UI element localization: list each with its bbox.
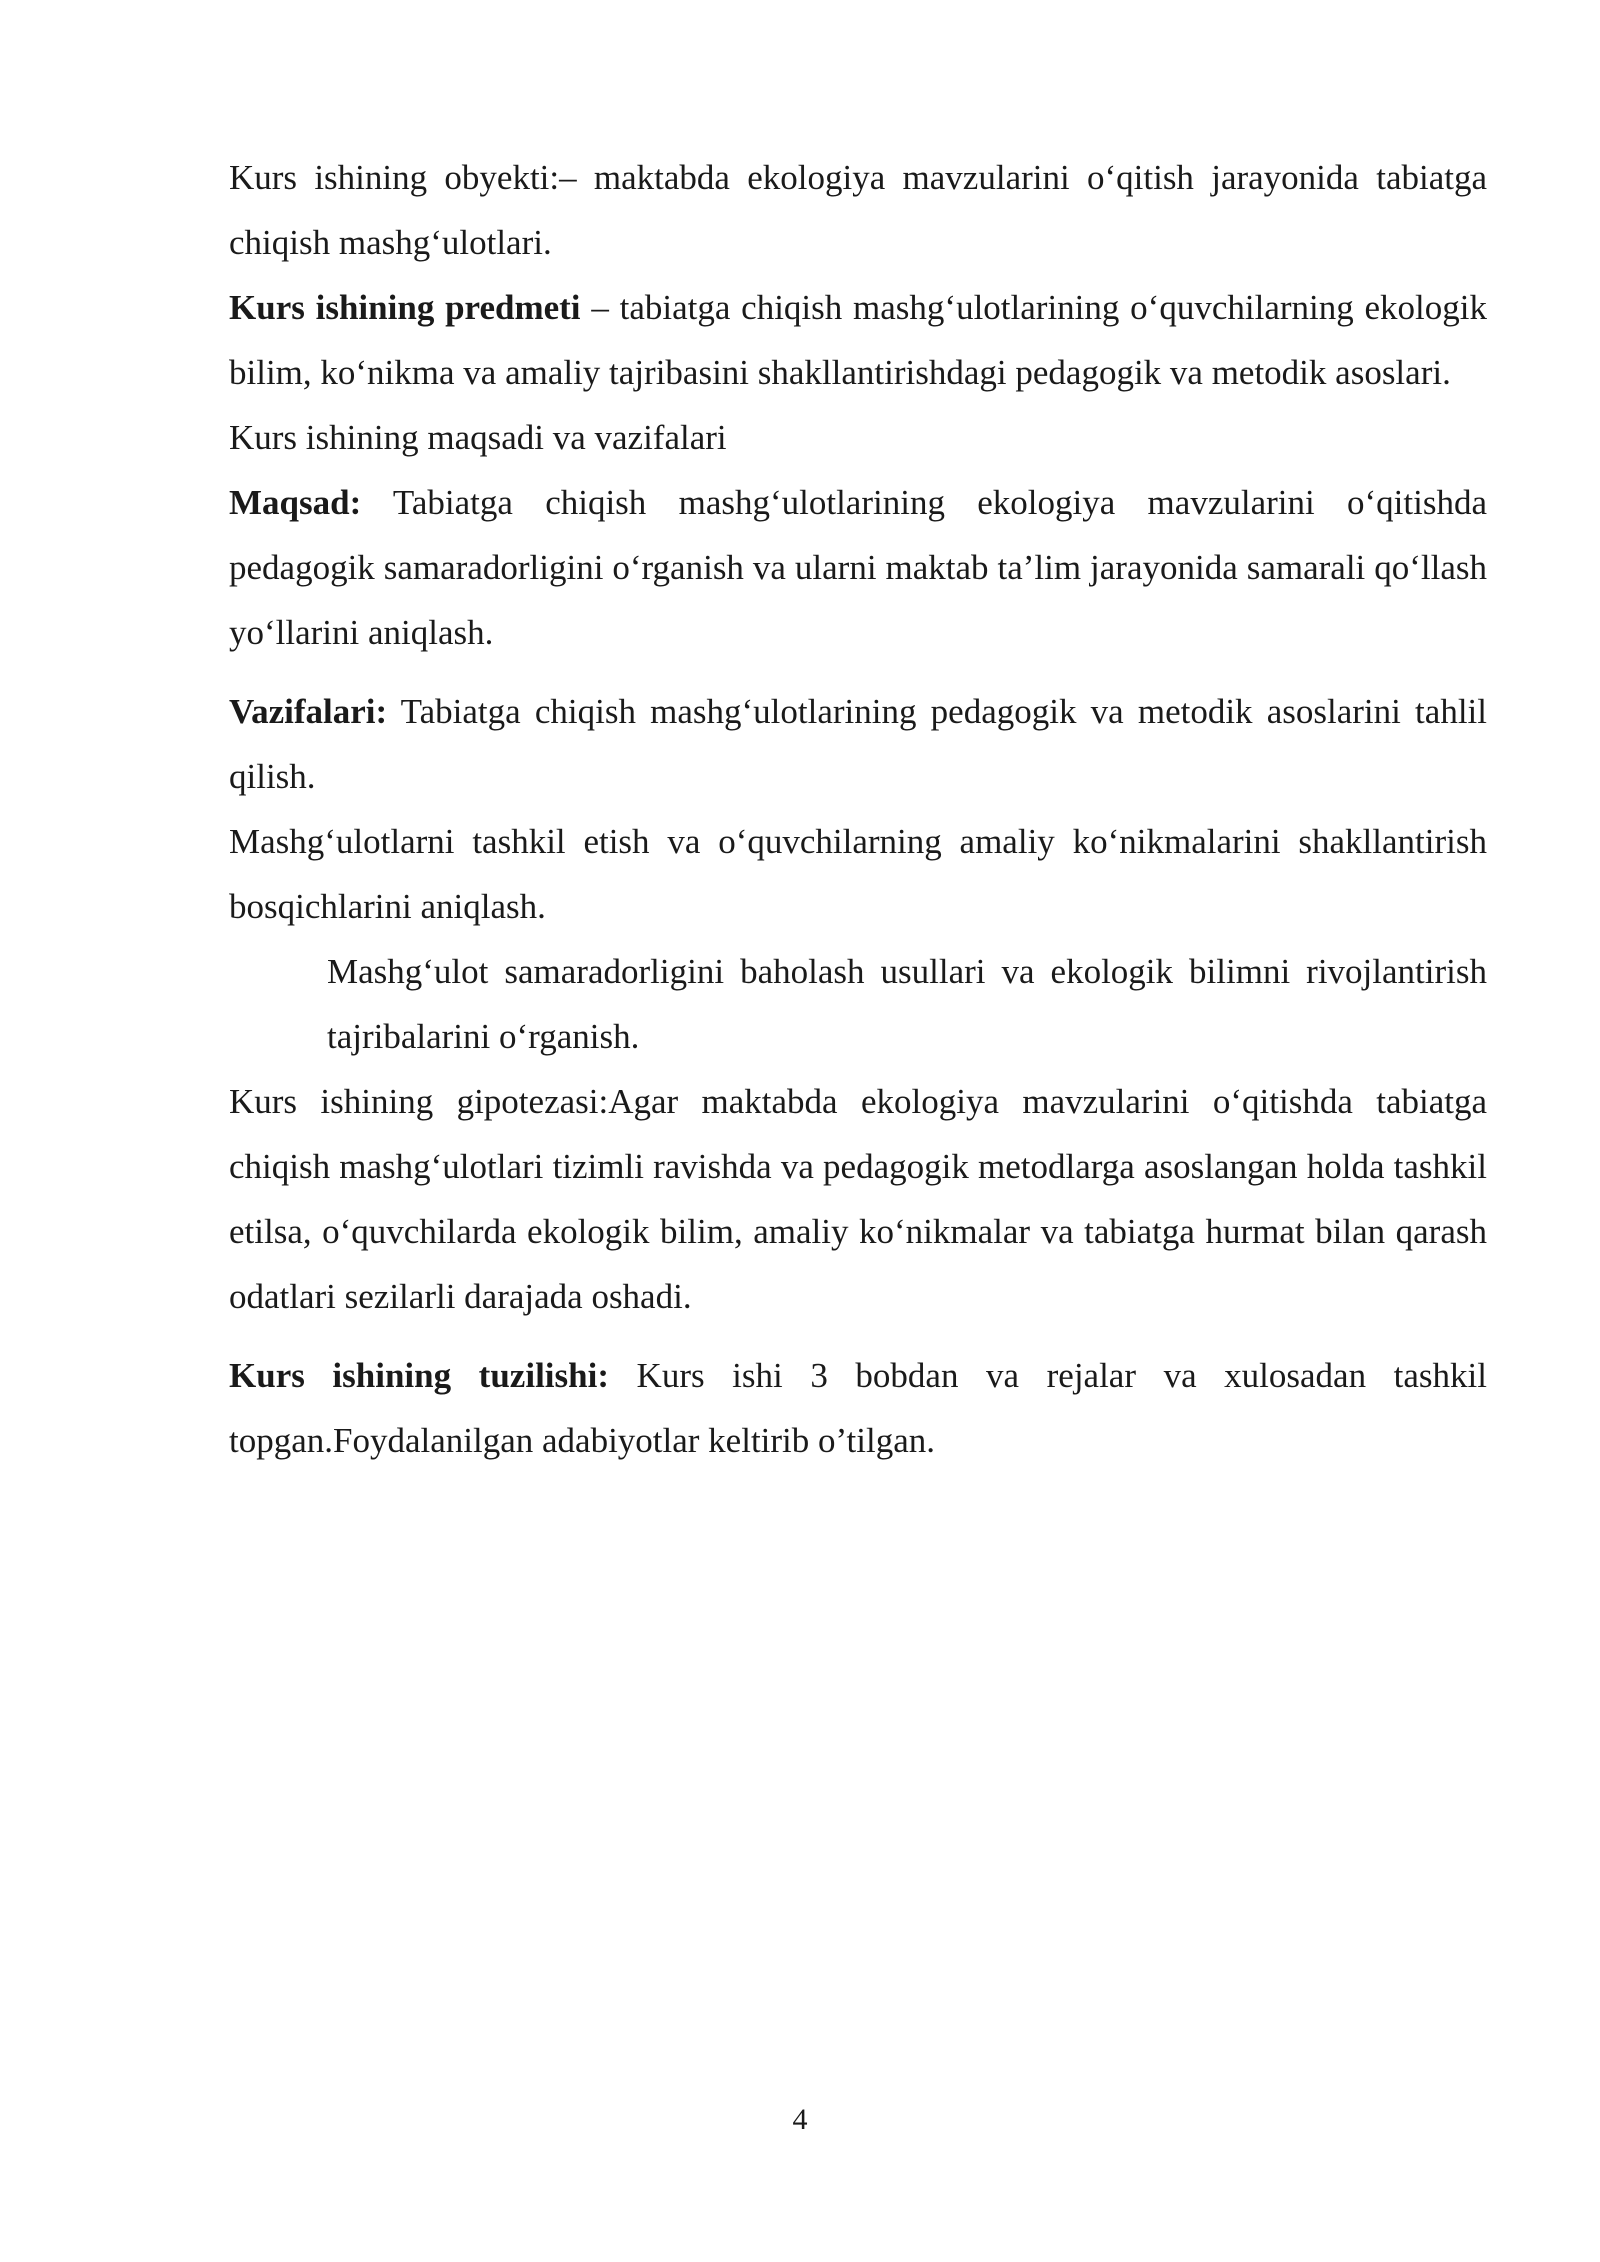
paragraph-object bbox=[229, 145, 1487, 275]
paragraph-tasks bbox=[229, 679, 1487, 809]
paragraph-goal-text: Tabiatga chiqish mashg‘ulotlarining ekologiya mavzularini o‘qitishda pedagogik samaradorligini o‘rganish va ularni maktab ta’lim jarayonida samarali qo‘llash yo‘llarini aniqlash. bbox=[229, 483, 1487, 652]
page-number: 4 bbox=[792, 2103, 808, 2136]
paragraph-structure bbox=[229, 1343, 1487, 1473]
paragraph-task-organization-text: Mashg‘ulotlarni tashkil etish va o‘quvchilarning amaliy ko‘nikmalarini shakllantirish bosqichlarini aniqlash. bbox=[229, 822, 1487, 926]
paragraph-object-text: Kurs ishining obyekti:– maktabda ekologiya mavzularini o‘qitish jarayonida tabiatga chiqish mashg‘ulotlari. bbox=[229, 158, 1487, 262]
paragraph-hypothesis bbox=[229, 1069, 1487, 1329]
paragraph-structure-heading: Kurs ishining tuzilishi: bbox=[229, 1356, 609, 1395]
document-body bbox=[229, 145, 1487, 1473]
paragraph-subject-heading: Kurs ishining predmeti bbox=[229, 288, 581, 327]
paragraph-goal-heading: Maqsad: bbox=[229, 483, 362, 522]
paragraph-task-evaluation bbox=[327, 939, 1487, 1069]
paragraph-subject-text: – tabiatga chiqish mashg‘ulotlarining o‘quvchilarning ekologik bilim, ko‘nikma va amaliy tajribasini shakllantirishdagi pedagogik va metodik asoslari. bbox=[229, 288, 1487, 392]
paragraph-goal bbox=[229, 470, 1487, 665]
paragraph-task-organization bbox=[229, 809, 1487, 939]
paragraph-goals-heading-text: Kurs ishining maqsadi va vazifalari bbox=[229, 418, 727, 457]
paragraph-structure-text: Kurs ishi 3 bobdan va rejalar va xulosadan tashkil topgan.Foydalanilgan adabiyotlar keltirib o’tilgan. bbox=[229, 1356, 1487, 1460]
paragraph-hypothesis-text: Kurs ishining gipotezasi:Agar maktabda ekologiya mavzularini o‘qitishda tabiatga chiqish mashg‘ulotlari tizimli ravishda va pedagogik metodlarga asoslangan holda tashkil etilsa, o‘quvchilarda ekologik bilim, amaliy ko‘nikmalar va tabiatga hurmat bilan qarash odatlari sezilarli darajada oshadi. bbox=[229, 1082, 1487, 1316]
paragraph-tasks-heading: Vazifalari: bbox=[229, 692, 388, 731]
paragraph-tasks-text: Tabiatga chiqish mashg‘ulotlarining pedagogik va metodik asoslarini tahlil qilish. bbox=[229, 692, 1487, 796]
paragraph-subject bbox=[229, 275, 1487, 405]
paragraph-goals-heading bbox=[229, 405, 1487, 470]
paragraph-task-evaluation-text: Mashg‘ulot samaradorligini baholash usullari va ekologik bilimni rivojlantirish tajribalarini o‘rganish. bbox=[327, 952, 1487, 1056]
